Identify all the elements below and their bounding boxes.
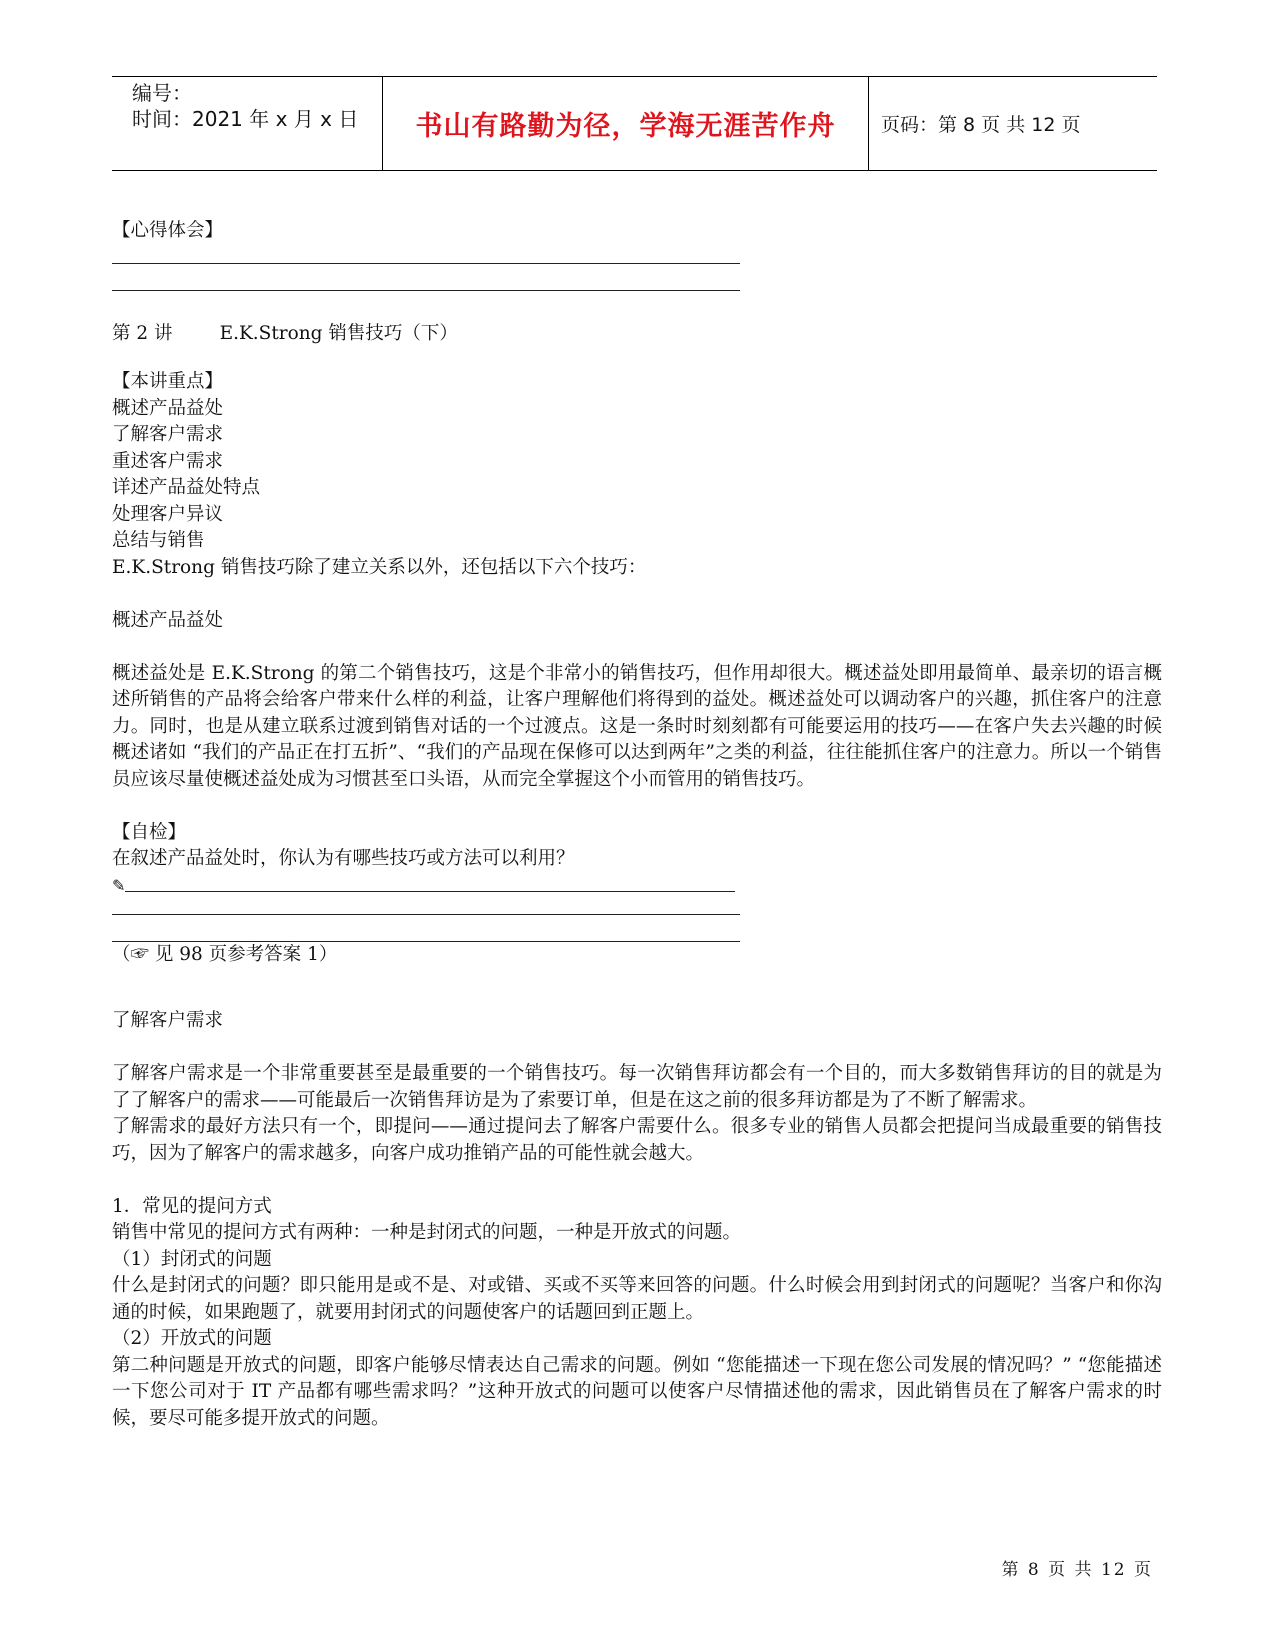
blank-answer-line	[112, 245, 740, 264]
header-motto-cell	[382, 77, 869, 170]
focus-item: 了解客户需求	[112, 424, 224, 445]
focus-item: 处理客户异议	[112, 503, 224, 525]
pencil-icon: ✎	[112, 875, 126, 895]
answer-line-with-pencil	[112, 873, 1162, 896]
section-paragraph: 概述益处是 E.K.Strong 的第二个销售技巧，这是个非常小的销售技巧，但作用却很大。概述益处即用最简单、最亲切的语言概述所销售的产品将会给客户带来什么样的利益，让客户理解他们将得到的益处。概述益处可以调动客户的兴趣，抓住客户的注意力。同时，也是从建立联系过渡到销售对话的一个过渡点。这是一条时时刻刻都有可能要运用的技巧——在客户失去兴趣的时候概述诸如 “我们的产品正在打五折”、“我们的产品现在保修可以达到两年”之类的利益，往往能抓住客户的注意力。所以一个销售员应该尽量使概述益处成为习惯甚至口头语，从而完全掌握这个小而管用的销售技巧。	[112, 662, 1162, 790]
subsection-text: 销售中常见的提问方式有两种：一种是封闭式的问题，一种是开放式的问题。	[112, 1222, 742, 1243]
document-time-label: 时间：2021 年 x 月 x 日	[132, 107, 359, 131]
header-page-label: 页码：第 8 页 共 12 页	[881, 114, 1081, 136]
open-question-text: 第二种问题是开放式的问题，即客户能够尽情表达自己需求的问题。例如 “您能描述一下现在您公司发展的情况吗？” “您能描述一下您公司对于 IT 产品都有哪些需求吗？”这种开放式的问题可以使客户尽情描述他的需求，因此销售员在了解客户需求的时候，要尽可能多提开放式的问题。	[112, 1354, 1162, 1429]
closed-question-text: 什么是封闭式的问题？即只能用是或不是、对或错、买或不买等来回答的问题。什么时候会用到封闭式的问题呢？当客户和你沟通的时候，如果跑题了，就要用封闭式的问题使客户的话题回到正题上。	[112, 1275, 1162, 1323]
blank-answer-line	[112, 272, 740, 291]
section-title: 了解客户需求	[112, 1010, 224, 1031]
document-number-label: 编号：	[132, 81, 192, 105]
section-paragraph: 了解需求的最好方法只有一个，即提问——通过提问去了解客户需要什么。很多专业的销售人员都会把提问当成最重要的销售技巧，因为了解客户的需求越多，向客户成功推销产品的可能性就会越大。	[112, 1116, 1162, 1164]
heading-xinde: 【心得体会】	[112, 220, 224, 241]
lecture-title: 第 2 讲 E.K.Strong 销售技巧（下）	[112, 322, 458, 344]
motto-text: 书山有路勤为径，学海无涯苦作舟	[415, 111, 836, 142]
header-table	[112, 76, 1157, 171]
subsection-title: 1．常见的提问方式	[112, 1195, 272, 1217]
focus-item: 重述客户需求	[112, 450, 224, 472]
focus-item: 总结与销售	[112, 530, 205, 551]
intro-text: E.K.Strong 销售技巧除了建立关系以外，还包括以下六个技巧：	[112, 556, 647, 578]
open-question-title: （2）开放式的问题	[112, 1328, 272, 1349]
blank-answer-line	[125, 873, 735, 892]
heading-focus: 【本讲重点】	[112, 371, 224, 392]
focus-item: 概述产品益处	[112, 397, 224, 419]
page-footer: 第 8 页 共 12 页	[1001, 1560, 1153, 1580]
check-question: 在叙述产品益处时，你认为有哪些技巧或方法可以利用？	[112, 848, 575, 869]
heading-check: 【自检】	[112, 821, 187, 843]
section-title: 概述产品益处	[112, 609, 224, 631]
blank-answer-line	[112, 896, 740, 915]
focus-item: 详述产品益处特点	[112, 477, 261, 498]
blank-answer-line	[112, 923, 740, 942]
header-page-cell	[869, 77, 1157, 170]
document-body	[112, 218, 1162, 1432]
header-info	[112, 77, 382, 170]
section-paragraph: 了解客户需求是一个非常重要甚至是最重要的一个销售技巧。每一次销售拜访都会有一个目的，而大多数销售拜访的目的就是为了了解客户的需求——可能最后一次销售拜访是为了索要订单，但是在这之前的很多拜访都是为了不断了解需求。	[112, 1063, 1162, 1111]
reference-answer: （☞ 见 98 页参考答案 1）	[112, 943, 338, 965]
closed-question-title: （1）封闭式的问题	[112, 1248, 272, 1270]
